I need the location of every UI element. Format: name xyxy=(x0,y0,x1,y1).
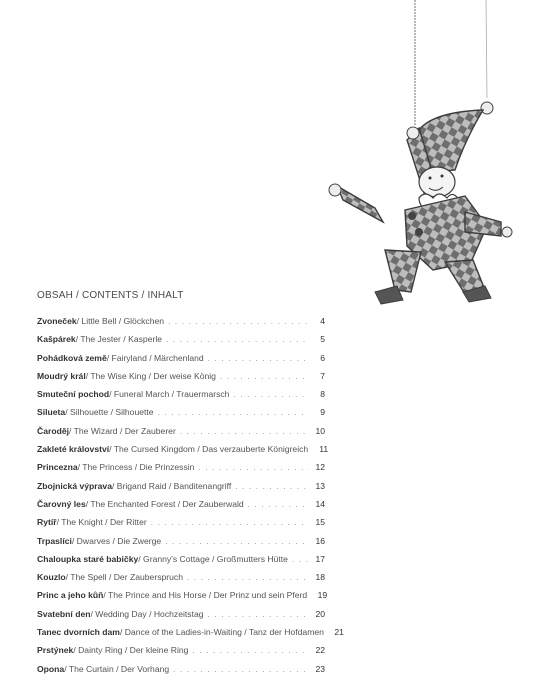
toc-entry xyxy=(37,605,325,623)
toc-entry-translations: / Dwarves / Die Zwerge xyxy=(71,535,162,546)
dot-leader xyxy=(180,423,309,441)
toc-entry-translations: / The Spell / Der Zauberspruch xyxy=(65,572,183,583)
toc-entry-czech-title: Princezna xyxy=(37,462,78,473)
toc-entry-czech-title: Čarovný les xyxy=(37,498,86,509)
toc-entry xyxy=(37,477,325,495)
toc-entry-page-number: 21 xyxy=(334,627,344,638)
toc-entry-page-number: 14 xyxy=(315,498,325,509)
dot-leader xyxy=(166,331,309,349)
toc-entry-czech-title: Smuteční pochod xyxy=(37,389,110,400)
toc-entry xyxy=(37,312,325,330)
toc-entry-czech-title: Kašpárek xyxy=(37,334,76,345)
toc-entry-translations: / The Prince and His Horse / Der Prinz und sein Pferd xyxy=(103,590,308,601)
toc-entry-translations: / The Curtain / Der Vorhang xyxy=(64,663,170,674)
toc-entry-page-number: 7 xyxy=(320,370,325,381)
dot-leader xyxy=(187,569,309,587)
toc-entry-translations: / The Wizard / Der Zauberer xyxy=(69,425,176,436)
toc-entry-page-number: 10 xyxy=(315,425,325,436)
toc-entry-translations: / Dance of the Ladies-in-Waiting / Tanz der Hofdamen xyxy=(119,627,324,638)
toc-entry-translations: / The Princess / Die Prinzessin xyxy=(77,462,195,473)
toc-entry xyxy=(37,458,325,476)
toc-entry-page-number: 20 xyxy=(315,608,325,619)
toc-entry-page-number: 22 xyxy=(315,645,325,656)
toc-entry-translations: / Little Bell / Glöckchen xyxy=(76,316,165,326)
table-of-contents xyxy=(37,312,344,678)
toc-entry-czech-title: Kouzlo xyxy=(37,572,66,583)
toc-entry-czech-title: Trpaslíci xyxy=(37,535,72,546)
toc-entry-page-number: 9 xyxy=(320,407,325,418)
toc-entry-page-number: 23 xyxy=(315,663,325,674)
toc-entry xyxy=(37,660,325,678)
dot-leader xyxy=(292,551,309,569)
dot-leader xyxy=(208,606,309,624)
toc-entry xyxy=(37,586,328,604)
toc-entry-translations: / The Knight / Der Ritter xyxy=(56,517,147,528)
dot-leader xyxy=(165,533,309,551)
toc-entry-translations: / Dainty Ring / Der kleine Ring xyxy=(73,645,189,656)
dot-leader xyxy=(151,514,309,532)
toc-entry-translations: / The Wise King / Der weise König xyxy=(85,370,216,381)
toc-entry xyxy=(37,349,325,367)
toc-entry-czech-title: Zvoneček xyxy=(37,316,77,326)
toc-entry-page-number: 11 xyxy=(319,444,329,455)
toc-entry-page-number: 8 xyxy=(320,389,325,400)
dot-leader xyxy=(208,350,309,368)
toc-entry-page-number: 19 xyxy=(317,590,328,601)
toc-entry xyxy=(37,641,325,659)
toc-entry xyxy=(37,403,325,421)
toc-entry xyxy=(37,385,325,403)
toc-entry-translations: / Silhouette / Silhouette xyxy=(65,407,154,418)
toc-entry-page-number: 18 xyxy=(315,572,325,583)
toc-entry-czech-title: Rytíř xyxy=(37,517,57,528)
toc-entry xyxy=(37,367,325,385)
toc-entry-czech-title: Svatební den xyxy=(37,608,91,619)
toc-entry-translations: / The Jester / Kasperle xyxy=(75,334,163,345)
toc-entry-translations: / Wedding Day / Hochzeitstag xyxy=(90,608,204,619)
jester-puppet-icon xyxy=(315,0,515,310)
dot-leader xyxy=(198,459,309,477)
dot-leader xyxy=(248,496,309,514)
toc-entry-czech-title: Tanec dvorních dam xyxy=(37,627,120,638)
toc-entry-page-number: 13 xyxy=(315,480,325,491)
toc-entry xyxy=(37,623,344,641)
contents-heading: OBSAH / CONTENTS / INHALT xyxy=(37,290,184,301)
toc-entry-czech-title: Chaloupka staré babičky xyxy=(37,553,139,564)
toc-entry xyxy=(37,532,325,550)
toc-entry xyxy=(37,513,325,531)
toc-entry-page-number: 15 xyxy=(315,517,325,528)
dot-leader xyxy=(233,386,309,404)
toc-entry-translations: / Fairyland / Märchenland xyxy=(106,352,204,363)
toc-entry xyxy=(37,495,325,513)
dot-leader xyxy=(173,661,309,679)
toc-entry-page-number: 16 xyxy=(315,535,325,546)
toc-entry-czech-title: Pohádková země xyxy=(37,352,107,363)
toc-entry-czech-title: Moudrý král xyxy=(37,370,86,381)
toc-entry-translations: / The Enchanted Forest / Der Zauberwald xyxy=(85,498,244,509)
toc-entry-page-number: 6 xyxy=(320,352,325,363)
toc-entry-page-number: 17 xyxy=(315,553,325,564)
toc-entry xyxy=(37,422,325,440)
dot-leader xyxy=(235,478,309,496)
toc-entry xyxy=(37,550,325,568)
toc-entry xyxy=(37,330,325,348)
toc-entry-czech-title: Silueta xyxy=(37,407,66,418)
toc-entry-translations: / Granny's Cottage / Großmutters Hütte xyxy=(138,553,288,564)
toc-entry-czech-title: Zbojnická výprava xyxy=(37,480,112,491)
dot-leader xyxy=(158,404,309,422)
toc-entry-czech-title: Opona xyxy=(37,663,65,674)
toc-entry-page-number: 12 xyxy=(315,462,325,473)
toc-entry-czech-title: Zakleté království xyxy=(37,444,110,455)
toc-entry-page-number: 4 xyxy=(320,316,325,326)
toc-entry-czech-title: Princ a jeho kůň xyxy=(37,590,104,601)
toc-entry xyxy=(37,568,325,586)
dot-leader xyxy=(168,313,309,331)
toc-entry-page-number: 5 xyxy=(320,334,325,345)
toc-entry xyxy=(37,440,329,458)
toc-entry-translations: / Brigand Raid / Banditenangriff xyxy=(112,480,232,491)
dot-leader xyxy=(220,368,309,386)
toc-entry-czech-title: Prstýnek xyxy=(37,645,74,656)
toc-entry-translations: / The Cursed Kingdom / Das verzauberte Königreich xyxy=(109,444,309,455)
toc-entry-translations: / Funeral March / Trauermarsch xyxy=(109,389,230,400)
dot-leader xyxy=(192,642,309,660)
toc-entry-czech-title: Čaroděj xyxy=(37,425,69,436)
